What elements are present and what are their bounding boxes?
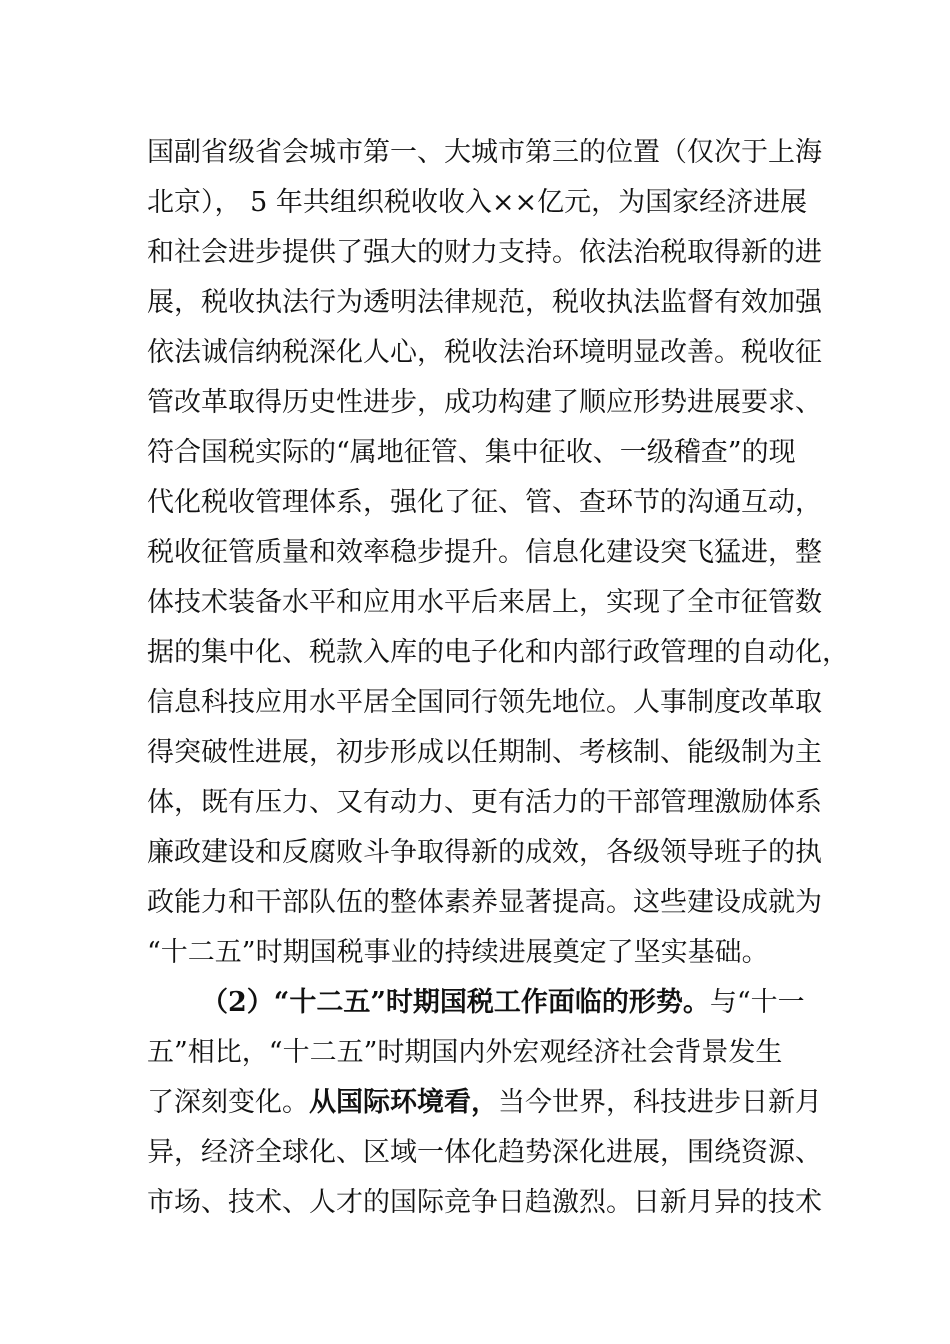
text-segment: 五”相比，“十二五”时期国内外宏观经济社会背景发生 (147, 1037, 783, 1068)
bold-text-segment: 从国际环境看， (309, 1087, 498, 1118)
bold-text-segment: （2）“十二五”时期国税工作面临的形势。 (201, 987, 710, 1018)
text-line (147, 328, 827, 378)
text-line (147, 128, 827, 178)
text-segment: 体技术装备水平和应用水平后来居上，实现了全市征管数 (147, 587, 822, 618)
text-line (147, 428, 827, 478)
text-line (147, 928, 827, 978)
text-segment: 当今世界，科技进步日新月 (498, 1087, 822, 1118)
text-line (147, 1028, 827, 1078)
text-line (147, 878, 827, 928)
text-segment: 符合国税实际的“属地征管、集中征收、一级稽查”的现 (147, 437, 796, 468)
text-line (147, 978, 827, 1028)
text-line (147, 678, 827, 728)
text-line (147, 578, 827, 628)
text-segment: 得突破性进展，初步形成以任期制、考核制、能级制为主 (147, 737, 822, 768)
text-line (147, 178, 827, 228)
text-segment: 据的集中化、税款入库的电子化和内部行政管理的自动化， (147, 637, 849, 668)
text-line (147, 778, 827, 828)
text-segment: “十二五”时期国税事业的持续进展奠定了坚实基础。 (147, 937, 769, 968)
text-segment: 北京）， 5 年共组织税收收入××亿元，为国家经济进展 (147, 187, 808, 218)
text-line (147, 278, 827, 328)
text-segment: 税收征管质量和效率稳步提升。信息化建设突飞猛进，整 (147, 537, 822, 568)
document-body (147, 128, 849, 1228)
text-segment: 展，税收执法行为透明法律规范，税收执法监督有效加强 (147, 287, 822, 318)
text-line (147, 1078, 827, 1128)
text-segment: 异，经济全球化、区域一体化趋势深化进展，围绕资源、 (147, 1137, 822, 1168)
text-line (147, 378, 827, 428)
text-segment: 管改革取得历史性进步，成功构建了顺应形势进展要求、 (147, 387, 822, 418)
text-segment: 与“十一 (709, 987, 805, 1018)
text-line (147, 228, 827, 278)
text-segment: 信息科技应用水平居全国同行领先地位。人事制度改革取 (147, 687, 822, 718)
text-segment: 廉政建设和反腐败斗争取得新的成效，各级领导班子的执 (147, 837, 822, 868)
text-line (147, 628, 849, 678)
text-line (147, 828, 827, 878)
text-line (147, 1178, 827, 1228)
text-line (147, 528, 827, 578)
text-segment: 国副省级省会城市第一、大城市第三的位置（仅次于上海 (147, 137, 822, 168)
text-segment: 了深刻变化。 (147, 1087, 309, 1118)
text-line (147, 728, 827, 778)
text-segment: 政能力和干部队伍的整体素养显著提高。这些建设成就为 (147, 887, 822, 918)
text-segment: 市场、技术、人才的国际竞争日趋激烈。日新月异的技术 (147, 1187, 822, 1218)
text-line (147, 478, 827, 528)
text-segment: 体，既有压力、又有动力、更有活力的干部管理激励体系 (147, 787, 822, 818)
text-segment: 依法诚信纳税深化人心，税收法治环境明显改善。税收征 (147, 337, 822, 368)
text-segment: 和社会进步提供了强大的财力支持。依法治税取得新的进 (147, 237, 822, 268)
text-line (147, 1128, 827, 1178)
text-segment: 代化税收管理体系，强化了征、管、查环节的沟通互动， (147, 487, 822, 518)
